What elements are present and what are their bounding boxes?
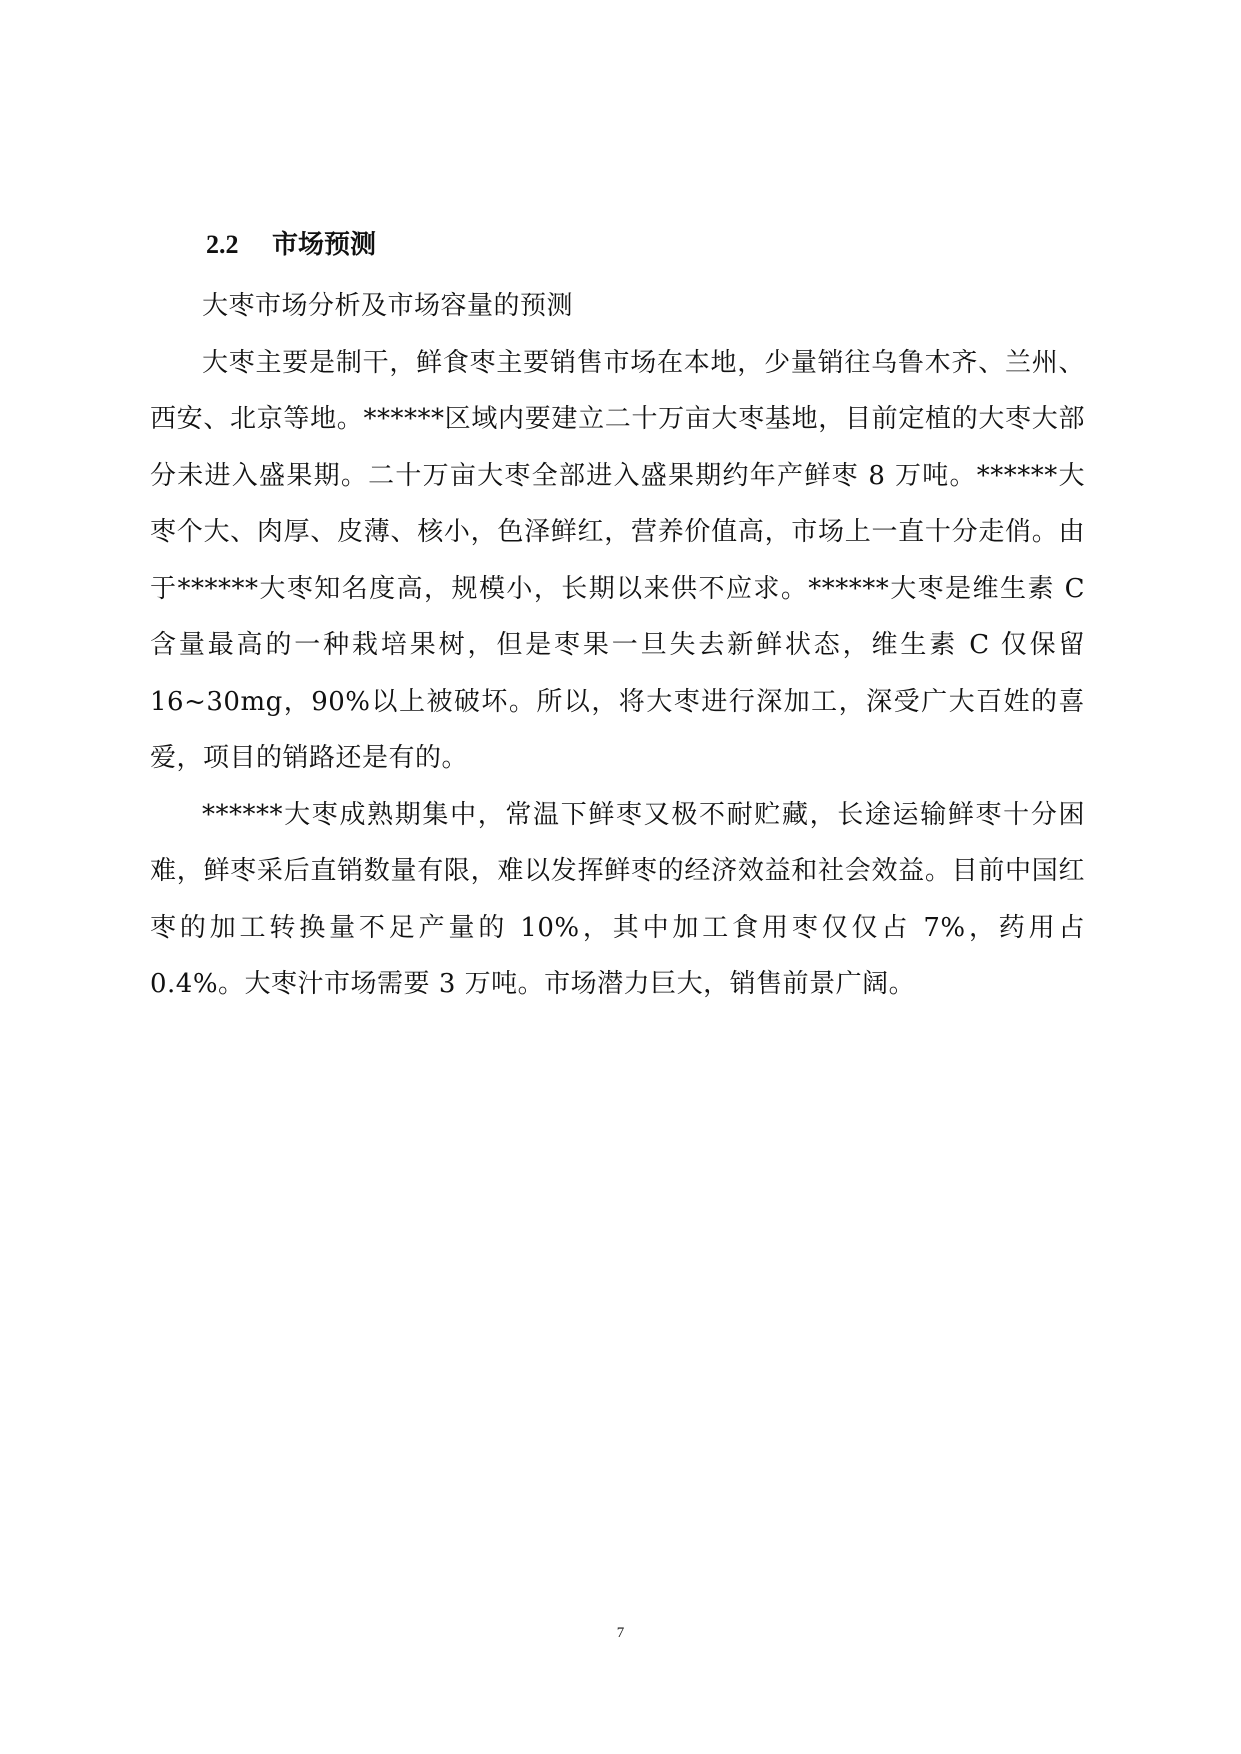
section-title: 市场预测 [272, 230, 377, 260]
section-heading [206, 225, 376, 265]
paragraph-2: ******大枣成熟期集中，常温下鲜枣又极不耐贮藏，长途运输鲜枣十分困难，鲜枣采后直销数量有限，难以发挥鲜枣的经济效益和社会效益。目前中国红枣的加工转换量不足产量的 10%，其中加工食用枣仅仅占 7%，药用占 0.4%。大枣汁市场需要 3 万吨。市场潜力巨大，销售前景广阔。 [150, 799, 1085, 999]
body-text [150, 278, 1085, 1013]
paragraph-1: 大枣主要是制干，鲜食枣主要销售市场在本地，少量销往乌鲁木齐、兰州、西安、北京等地。******区域内要建立二十万亩大枣基地，目前定植的大枣大部分未进入盛果期。二十万亩大枣全部进入盛果期约年产鲜枣 8 万吨。******大枣个大、肉厚、皮薄、核小，色泽鲜红，营养价值高，市场上一直十分走俏。由于******大枣知名度高，规模小，长期以来供不应求。******大枣是维生素 C 含量最高的一种栽培果树，但是枣果一旦失去新鲜状态，维生素 C 仅保留 16~30mg，90%以上被破坏。所以，将大枣进行深加工，深受广大百姓的喜爱，项目的销路还是有的。 [150, 347, 1085, 773]
subheading: 大枣市场分析及市场容量的预测 [202, 291, 574, 321]
page-number: 7 [616, 1625, 625, 1641]
section-number: 2.2 [206, 230, 239, 259]
